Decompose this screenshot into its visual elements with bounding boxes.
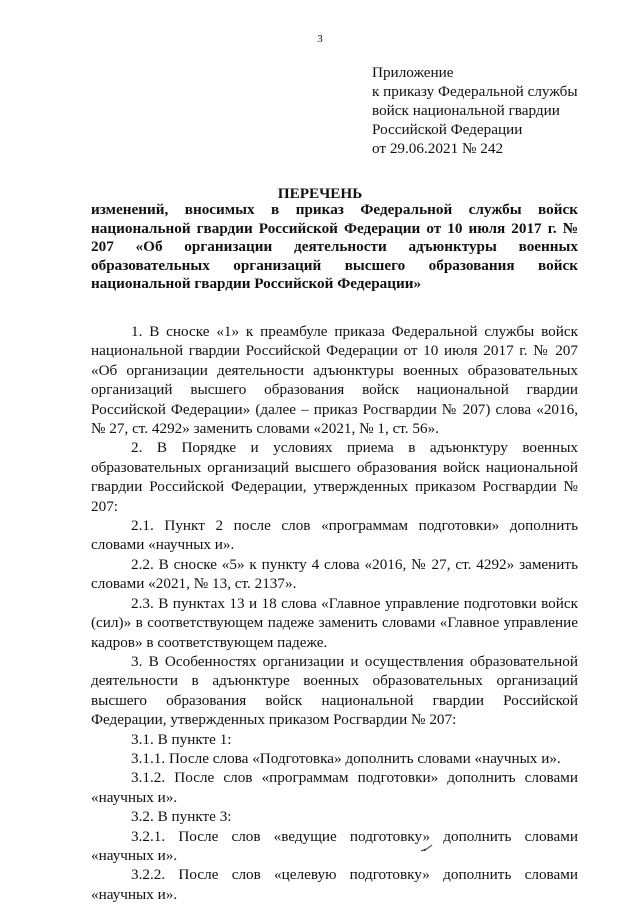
page-number: 3 [317, 33, 323, 45]
paragraph-2-3: 2.3. В пунктах 13 и 18 слова «Главное управление подготовки войск (сил)» в соответствующем падеже заменить словами «Главное управление кадров» в соответствующем падеже. [91, 594, 578, 651]
document-body [91, 322, 578, 904]
paragraph-1: 1. В сноске «1» к преамбуле приказа Федеральной службы войск национальной гвардии Российской Федерации от 10 июля 2017 г. № 207 «Об организации деятельности адъюнктуры военных образовательных организаций высшего образования войск национальной гвардии Российской Федерации» (далее – приказ Росгвардии № 207) слова «2016, № 27, ст. 4292» заменить словами «2021, № 1, ст. 56». [91, 323, 578, 438]
paragraph-3-2: 3.2. В пункте 3: [131, 808, 232, 826]
document-title: ПЕРЕЧЕНЬ [277, 185, 363, 202]
appendix-line: войск национальной гвардии [372, 102, 560, 119]
ink-mark [420, 843, 434, 853]
appendix-line: к приказу Федеральной службы [372, 83, 578, 100]
appendix-block [372, 63, 622, 158]
paragraph-3-1-2: 3.1.2. После слов «программам подготовки» дополнить словами «научных и». [91, 769, 578, 806]
paragraph-3-2-1: 3.2.1. После слов «ведущие подготовку» дополнить словами «научных и». [91, 827, 578, 864]
paragraph-3-1: 3.1. В пункте 1: [131, 730, 232, 748]
document-subtitle: изменений, вносимых в приказ Федеральной службы войск национальной гвардии Российской Федерации от 10 июля 2017 г. № 207 «Об организации деятельности адъюнктуры военных образовательных организаций высшего образования войск национальной гвардии Российской Федерации» [91, 201, 578, 292]
paragraph-2-1: 2.1. Пункт 2 после слов «программам подготовки» дополнить словами «научных и». [91, 517, 578, 554]
paragraph-3-1-1: 3.1.1. После слова «Подготовка» дополнить словами «научных и». [131, 749, 561, 767]
paragraph-2: 2. В Порядке и условиях приема в адъюнктуру военных образовательных организаций высшего образования войск национальной гвардии Российской Федерации, утвержденных приказом Росгвардии № 207: [91, 439, 578, 515]
appendix-line: Российской Федерации [372, 121, 523, 138]
paragraph-2-2: 2.2. В сноске «5» к пункту 4 слова «2016, № 27, ст. 4292» заменить словами «2021, № 13, ст. 2137». [91, 555, 578, 593]
appendix-line: от 29.06.2021 № 242 [372, 140, 504, 157]
appendix-line: Приложение [372, 64, 454, 81]
paragraph-3: 3. В Особенностях организации и осуществления образовательной деятельности в адъюнктуре военных образовательных организаций высшего образования войск национальной гвардии Российской Федерации, утвержденных приказом Росгвардии № 207: [91, 652, 578, 729]
paragraph-3-2-2: 3.2.2. После слов «целевую подготовку» дополнить словами «научных и». [91, 866, 578, 903]
